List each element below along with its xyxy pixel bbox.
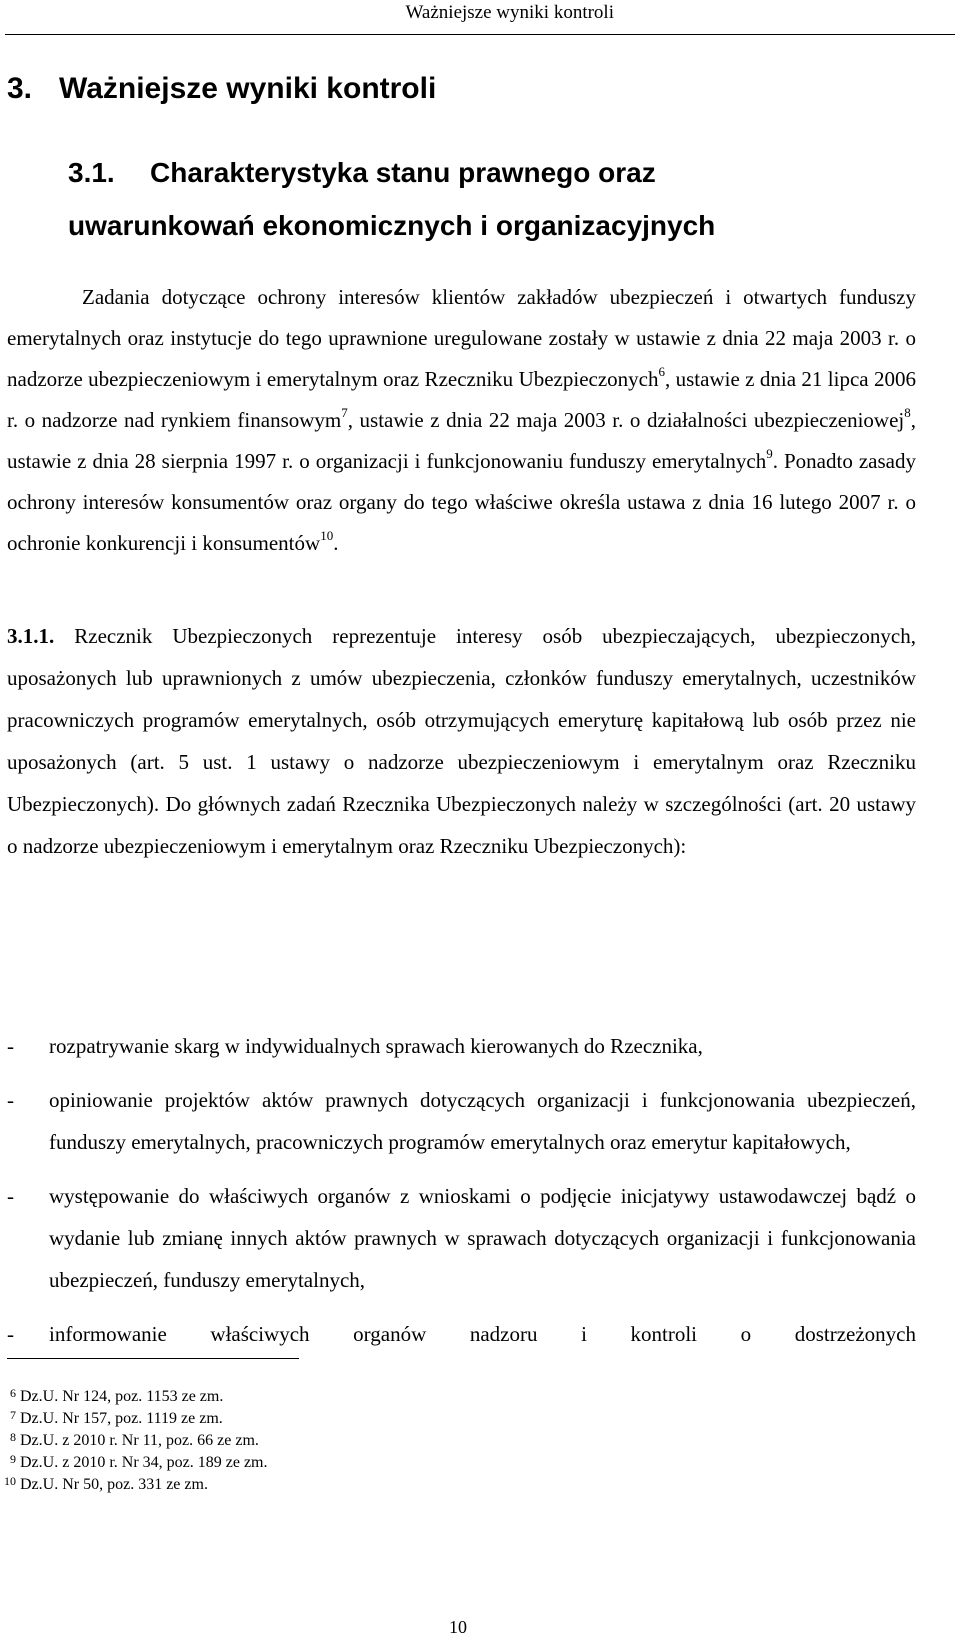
footnote-separator bbox=[7, 1358, 299, 1359]
section-title-line1: Charakterystyka stanu prawnego oraz bbox=[150, 157, 656, 188]
chapter-heading bbox=[7, 72, 436, 106]
footnote-text: Dz.U. z 2010 r. Nr 11, poz. 66 ze zm. bbox=[20, 1432, 259, 1449]
task-list bbox=[7, 1025, 916, 1355]
subsection-text: Rzecznik Ubezpieczonych reprezentuje interesy osób ubezpieczających, ubezpieczonych, uposażonych lub uprawnionych z umów ubezpieczenia, członków funduszy emerytalnych, uczestników pracowniczych programów emerytalnych, osób otrzymujących emeryturę kapitałową lub osób przez nie uposażonych (art. 5 ust. 1 ustawy o nadzorze ubezpieczeniowym i emerytalnym oraz Rzeczniku Ubezpieczonych). Do głównych zadań Rzecznika Ubezpieczonych należy w szczególności (art. 20 ustawy o nadzorze ubezpieczeniowym i emerytalnym oraz Rzeczniku Ubezpieczonych): bbox=[7, 624, 916, 858]
footnote-ref[interactable]: 7 bbox=[341, 405, 348, 420]
footnote-ref[interactable]: 9 bbox=[766, 446, 773, 461]
footnote-number: 8 bbox=[10, 1430, 16, 1444]
footnotes bbox=[0, 1386, 268, 1496]
chapter-number: 3. bbox=[7, 72, 33, 105]
intro-text-2: , ustawie z dnia 21 lipca 2006 r. o nadzorze nad rynkiem finansowym bbox=[7, 367, 916, 432]
footnote-text: Dz.U. z 2010 r. Nr 34, poz. 189 ze zm. bbox=[20, 1454, 268, 1471]
list-dash: - bbox=[7, 1184, 14, 1208]
footnote-number: 9 bbox=[10, 1452, 16, 1466]
section-number: 3.1. bbox=[68, 157, 115, 188]
footnote bbox=[0, 1430, 268, 1452]
footnote-text: Dz.U. Nr 50, poz. 331 ze zm. bbox=[20, 1476, 208, 1493]
intro-paragraph bbox=[7, 277, 916, 564]
list-dash: - bbox=[7, 1088, 14, 1112]
intro-text-1: Zadania dotyczące ochrony interesów klientów zakładów ubezpieczeń i otwartych funduszy emerytalnych oraz instytucje do tego uprawnione uregulowane zostały w ustawie z dnia 22 maja 2003 r. o nadzorze ubezpieczeniowym i emerytalnym oraz Rzeczniku Ubezpieczonych bbox=[7, 285, 916, 391]
list-item bbox=[7, 1079, 916, 1163]
subsection-paragraph bbox=[7, 615, 916, 867]
section-heading bbox=[68, 146, 715, 252]
footnote-number: 6 bbox=[10, 1386, 16, 1400]
footnote-ref[interactable]: 8 bbox=[904, 405, 911, 420]
list-dash: - bbox=[7, 1322, 14, 1346]
list-item-text: opiniowanie projektów aktów prawnych dotyczących organizacji i funkcjonowania ubezpieczeń, funduszy emerytalnych, pracowniczych programów emerytalnych oraz emerytur kapitałowych, bbox=[49, 1088, 916, 1154]
header-rule bbox=[5, 34, 955, 35]
footnote-text: Dz.U. Nr 157, poz. 1119 ze zm. bbox=[20, 1410, 223, 1427]
subsection-number: 3.1.1. bbox=[7, 624, 55, 648]
intro-text-6: . bbox=[333, 531, 339, 555]
footnote-number: 7 bbox=[10, 1408, 16, 1422]
footnote bbox=[0, 1474, 268, 1496]
intro-text-4: , ustawie z dnia 28 sierpnia 1997 r. o organizacji i funkcjonowaniu funduszy emerytalnych bbox=[7, 408, 916, 473]
list-item-text: występowanie do właściwych organów z wnioskami o podjęcie inicjatywy ustawodawczej bądź o wydanie lub zmianę innych aktów prawnych w sprawach dotyczących organizacji i funkcjonowania ubezpieczeń, funduszy emerytalnych, bbox=[49, 1184, 916, 1292]
footnote-text: Dz.U. Nr 124, poz. 1153 ze zm. bbox=[20, 1388, 224, 1405]
list-item bbox=[7, 1175, 916, 1301]
page-number: 10 bbox=[449, 1617, 467, 1637]
list-item-text: informowanie właściwych organów nadzoru i kontroli o dostrzeżonych bbox=[49, 1322, 916, 1346]
list-item bbox=[7, 1313, 916, 1355]
section-title-line2: uwarunkowań ekonomicznych i organizacyjnych bbox=[68, 210, 716, 241]
footnote bbox=[0, 1386, 268, 1408]
footnote bbox=[0, 1452, 268, 1474]
running-header: Ważniejsze wyniki kontroli bbox=[405, 2, 614, 23]
list-item bbox=[7, 1025, 916, 1067]
footnote bbox=[0, 1408, 268, 1430]
list-dash: - bbox=[7, 1034, 14, 1058]
intro-text-3: , ustawie z dnia 22 maja 2003 r. o działalności ubezpieczeniowej bbox=[347, 408, 905, 432]
footnote-ref[interactable]: 10 bbox=[320, 528, 334, 543]
footnote-number: 10 bbox=[4, 1474, 16, 1488]
list-item-text: rozpatrywanie skarg w indywidualnych sprawach kierowanych do Rzecznika, bbox=[49, 1034, 703, 1058]
chapter-title: Ważniejsze wyniki kontroli bbox=[59, 72, 437, 105]
intro-text-5: . Ponadto zasady ochrony interesów konsumentów oraz organy do tego właściwe określa ustawa z dnia 16 lutego 2007 r. o ochronie konkurencji i konsumentów bbox=[7, 449, 916, 555]
footnote-ref[interactable]: 6 bbox=[658, 364, 665, 379]
